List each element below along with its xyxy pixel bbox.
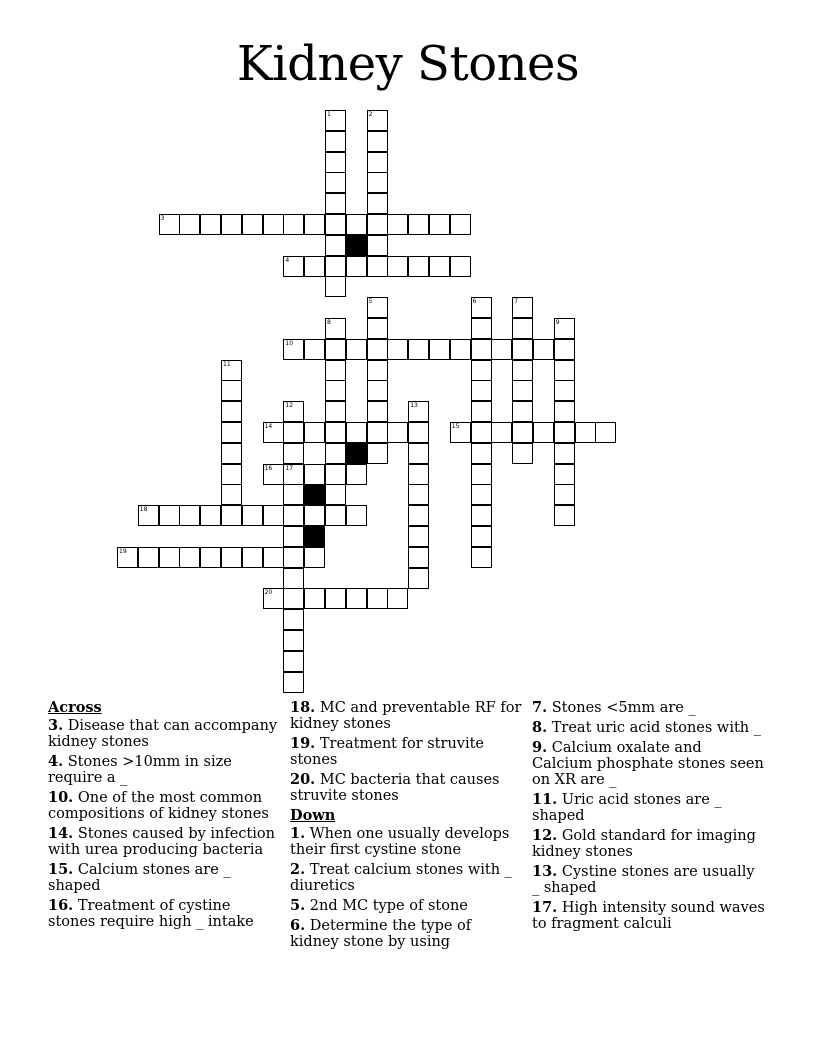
grid-cell[interactable] (242, 505, 263, 526)
clue-number: 11. (532, 791, 558, 808)
grid-cell[interactable] (325, 276, 346, 297)
grid-cell[interactable] (408, 256, 429, 277)
grid-cell[interactable] (408, 526, 429, 547)
clue-number: 8. (532, 719, 548, 736)
clue-number: 14. (48, 825, 74, 842)
grid-cell[interactable] (242, 547, 263, 568)
grid-cell[interactable] (408, 443, 429, 464)
clue-text: Treatment for struvite stones (290, 736, 485, 768)
clue-text: One of the most common compositions of kidney stones (48, 790, 269, 822)
clue-text: High intensity sound waves to fragment calculi (532, 900, 765, 932)
grid-cell[interactable] (367, 172, 388, 193)
clue-number: 9. (532, 739, 548, 756)
grid-cell[interactable] (408, 214, 429, 235)
cell-number: 11 (223, 360, 231, 368)
grid-cell[interactable] (221, 464, 242, 485)
grid-cell[interactable] (325, 172, 346, 193)
cell-number: 4 (285, 256, 290, 264)
grid-cell[interactable] (325, 235, 346, 256)
clue-number: 15. (48, 861, 74, 878)
grid-cell[interactable] (138, 547, 159, 568)
grid-cell[interactable] (263, 588, 284, 609)
grid-cell[interactable] (471, 297, 492, 318)
grid-cell[interactable] (429, 339, 450, 360)
clue-number: 17. (532, 899, 558, 916)
clue-number: 13. (532, 863, 558, 880)
cell-number: 12 (285, 402, 294, 410)
cell-number: 9 (555, 319, 560, 326)
grid-cell[interactable] (200, 214, 221, 235)
clue-number: 2. (290, 861, 306, 878)
clue-number: 18. (290, 699, 316, 716)
grid-cell[interactable] (387, 214, 408, 235)
cell-number: 1 (327, 111, 331, 118)
grid-cell[interactable] (304, 214, 325, 235)
clue-text: Treatment of cystine stones require high _ intake (48, 898, 254, 930)
grid-cell[interactable] (408, 547, 429, 568)
clue-number: 12. (532, 827, 558, 844)
clue-number: 19. (290, 735, 316, 752)
grid-cell[interactable] (325, 422, 346, 443)
grid-cell[interactable] (595, 422, 616, 443)
grid-cell[interactable] (283, 609, 304, 630)
cell-number: 2 (368, 111, 373, 118)
grid-cell[interactable] (408, 568, 429, 589)
grid-cell[interactable] (367, 360, 388, 381)
cell-number: 5 (368, 298, 373, 306)
cell-number: 10 (285, 339, 294, 347)
puzzle-title: Kidney Stones (236, 36, 580, 92)
clue-down-13[interactable] (532, 864, 766, 896)
clue-down-9[interactable] (532, 740, 766, 788)
clue-text: Stones caused by infection with urea producing bacteria (48, 826, 275, 858)
grid-cell[interactable] (200, 505, 221, 526)
grid-cell[interactable] (346, 214, 367, 235)
grid-cell[interactable] (221, 505, 242, 526)
grid-cell[interactable] (367, 318, 388, 339)
clue-down-12[interactable] (532, 828, 766, 860)
grid-cell[interactable] (325, 110, 346, 131)
grid-cell[interactable] (408, 401, 429, 422)
grid-cell[interactable] (471, 547, 492, 568)
grid-cell[interactable] (263, 422, 284, 443)
grid-cell[interactable] (325, 401, 346, 422)
grid-cell[interactable] (554, 380, 575, 401)
grid-cell[interactable] (159, 547, 180, 568)
grid-cell[interactable] (471, 401, 492, 422)
clue-across-10[interactable] (48, 790, 280, 822)
cell-number: 14 (264, 423, 273, 430)
grid-cell[interactable] (367, 380, 388, 401)
grid-cell[interactable] (575, 422, 596, 443)
grid-cell[interactable] (408, 339, 429, 360)
clue-column-3 (532, 700, 766, 936)
grid-cell[interactable] (221, 547, 242, 568)
grid-cell[interactable] (283, 339, 304, 360)
grid-cell[interactable] (346, 464, 367, 485)
cell-number: 6 (472, 298, 477, 306)
clue-column-1 (48, 700, 280, 934)
clue-text: Stones <5mm are _ (551, 700, 696, 716)
grid-cell[interactable] (471, 380, 492, 401)
clue-text: Treat uric acid stones with _ (551, 720, 761, 736)
grid-cell[interactable] (512, 297, 533, 318)
grid-cell[interactable] (325, 318, 346, 339)
grid-cell[interactable] (471, 526, 492, 547)
grid-cell[interactable] (387, 422, 408, 443)
clue-down-5[interactable] (290, 898, 524, 914)
grid-cell[interactable] (325, 588, 346, 609)
grid-cell[interactable] (283, 214, 304, 235)
grid-cell[interactable] (367, 110, 388, 131)
grid-cell[interactable] (283, 505, 304, 526)
grid-cell[interactable] (450, 256, 471, 277)
clue-across-4[interactable] (48, 754, 280, 786)
grid-cell[interactable] (408, 422, 429, 443)
clue-across-15[interactable] (48, 862, 280, 894)
grid-cell[interactable] (471, 484, 492, 505)
grid-cell[interactable] (179, 214, 200, 235)
clue-number: 10. (48, 789, 74, 806)
cell-number: 8 (327, 319, 331, 326)
grid-cell[interactable] (221, 401, 242, 422)
grid-cell[interactable] (429, 256, 450, 277)
cell-number: 15 (451, 423, 460, 430)
grid-cell[interactable] (367, 443, 388, 464)
clue-number: 3. (48, 717, 64, 734)
grid-cell[interactable] (512, 318, 533, 339)
clue-across-18[interactable] (290, 700, 524, 732)
grid-cell[interactable] (325, 505, 346, 526)
grid-cell[interactable] (179, 505, 200, 526)
grid-cell[interactable] (471, 464, 492, 485)
cell-number: 7 (514, 298, 519, 306)
grid-cell[interactable] (283, 526, 304, 547)
down-header: Down (290, 807, 336, 824)
grid-cell[interactable] (367, 339, 388, 360)
grid-cell[interactable] (450, 214, 471, 235)
grid-cell[interactable] (263, 547, 284, 568)
grid-cell[interactable] (471, 505, 492, 526)
grid-cell[interactable] (283, 672, 304, 693)
grid-cell[interactable] (367, 588, 388, 609)
grid-cell[interactable] (221, 443, 242, 464)
grid-cell[interactable] (304, 339, 325, 360)
grid-cell[interactable] (471, 339, 492, 360)
grid-cell[interactable] (471, 318, 492, 339)
grid-cell[interactable] (450, 422, 471, 443)
grid-cell[interactable] (221, 380, 242, 401)
grid-cell[interactable] (283, 568, 304, 589)
cell-number: 18 (139, 506, 148, 514)
grid-cell[interactable] (304, 588, 325, 609)
grid-cell[interactable] (117, 547, 138, 568)
across-header: Across (48, 699, 102, 716)
grid-cell[interactable] (346, 505, 367, 526)
grid-cell[interactable] (221, 484, 242, 505)
grid-cell[interactable] (283, 547, 304, 568)
grid-cell[interactable] (367, 193, 388, 214)
clue-down-2[interactable] (290, 862, 524, 894)
clue-text: Uric acid stones are _ shaped (532, 792, 722, 824)
grid-cell[interactable] (304, 256, 325, 277)
grid-cell[interactable] (221, 360, 242, 381)
grid-cell[interactable] (325, 193, 346, 214)
clue-across-19[interactable] (290, 736, 524, 768)
clue-number: 5. (290, 897, 306, 914)
clue-text: Stones >10mm in size require a _ (48, 754, 232, 786)
black-square (304, 526, 325, 547)
grid-cell[interactable] (367, 297, 388, 318)
grid-cell[interactable] (429, 214, 450, 235)
clue-text: Calcium stones are _ shaped (48, 862, 231, 894)
grid-cell[interactable] (304, 505, 325, 526)
grid-cell[interactable] (512, 339, 533, 360)
grid-cell[interactable] (387, 256, 408, 277)
clue-text: Gold standard for imaging kidney stones (532, 828, 756, 860)
grid-cell[interactable] (554, 360, 575, 381)
grid-cell[interactable] (512, 360, 533, 381)
grid-cell[interactable] (554, 422, 575, 443)
grid-cell[interactable] (325, 131, 346, 152)
grid-cell[interactable] (408, 484, 429, 505)
cell-number: 17 (285, 464, 294, 472)
clue-text: Determine the type of kidney stone by using (290, 918, 472, 950)
grid-cell[interactable] (304, 547, 325, 568)
grid-cell[interactable] (450, 339, 471, 360)
cell-number: 16 (264, 464, 273, 472)
cell-number: 3 (160, 215, 165, 222)
grid-cell[interactable] (283, 443, 304, 464)
grid-cell[interactable] (346, 256, 367, 277)
grid-cell[interactable] (283, 484, 304, 505)
grid-cell[interactable] (491, 422, 512, 443)
grid-cell[interactable] (367, 214, 388, 235)
grid-cell[interactable] (346, 422, 367, 443)
grid-cell[interactable] (304, 464, 325, 485)
grid-cell[interactable] (138, 505, 159, 526)
grid-cell[interactable] (554, 464, 575, 485)
black-square (304, 484, 325, 505)
grid-cell[interactable] (512, 401, 533, 422)
grid-cell[interactable] (471, 360, 492, 381)
grid-cell[interactable] (325, 443, 346, 464)
clue-number: 6. (290, 917, 306, 934)
grid-cell[interactable] (283, 256, 304, 277)
clue-text: MC bacteria that causes struvite stones (290, 772, 500, 804)
cell-number: 19 (119, 547, 127, 555)
clue-across-3[interactable] (48, 718, 280, 750)
grid-cell[interactable] (554, 401, 575, 422)
clue-number: 16. (48, 897, 74, 914)
grid-cell[interactable] (554, 318, 575, 339)
grid-cell[interactable] (367, 422, 388, 443)
grid-cell[interactable] (512, 422, 533, 443)
grid-cell[interactable] (367, 256, 388, 277)
clue-number: 20. (290, 771, 316, 788)
grid-cell[interactable] (283, 401, 304, 422)
clue-across-20[interactable] (290, 772, 524, 804)
clue-text: Treat calcium stones with _ diuretics (290, 862, 512, 894)
clue-text: 2nd MC type of stone (309, 898, 468, 914)
grid-cell[interactable] (263, 464, 284, 485)
clue-down-6[interactable] (290, 918, 524, 950)
clue-down-17[interactable] (532, 900, 766, 932)
grid-cell[interactable] (346, 588, 367, 609)
grid-cell[interactable] (512, 443, 533, 464)
clue-across-16[interactable] (48, 898, 280, 930)
clue-text: Calcium oxalate and Calcium phosphate stones seen on XR are _ (532, 740, 764, 788)
grid-cell[interactable] (304, 422, 325, 443)
cell-number: 13 (410, 402, 418, 410)
grid-cell[interactable] (554, 484, 575, 505)
clue-across-14[interactable] (48, 826, 280, 858)
grid-cell[interactable] (512, 380, 533, 401)
grid-cell[interactable] (263, 214, 284, 235)
grid-cell[interactable] (159, 505, 180, 526)
grid-cell[interactable] (325, 214, 346, 235)
grid-cell[interactable] (408, 505, 429, 526)
grid-cell[interactable] (387, 588, 408, 609)
grid-cell[interactable] (471, 422, 492, 443)
grid-cell[interactable] (367, 131, 388, 152)
grid-cell[interactable] (159, 214, 180, 235)
grid-cell[interactable] (554, 339, 575, 360)
grid-cell[interactable] (367, 235, 388, 256)
clue-number: 7. (532, 699, 548, 716)
grid-cell[interactable] (221, 422, 242, 443)
clue-down-1[interactable] (290, 826, 524, 858)
grid-cell[interactable] (408, 464, 429, 485)
black-square (346, 235, 367, 256)
grid-cell[interactable] (325, 152, 346, 173)
grid-cell[interactable] (325, 380, 346, 401)
clue-column-2 (290, 700, 524, 954)
grid-cell[interactable] (491, 339, 512, 360)
grid-cell[interactable] (325, 256, 346, 277)
grid-cell[interactable] (346, 339, 367, 360)
grid-cell[interactable] (263, 505, 284, 526)
grid-cell[interactable] (554, 505, 575, 526)
grid-cell[interactable] (325, 360, 346, 381)
grid-cell[interactable] (325, 484, 346, 505)
black-square (346, 443, 367, 464)
grid-cell[interactable] (554, 443, 575, 464)
grid-cell[interactable] (221, 214, 242, 235)
grid-cell[interactable] (242, 214, 263, 235)
clue-text: Disease that can accompany kidney stones (48, 718, 278, 750)
cell-number: 20 (264, 589, 273, 597)
grid-cell[interactable] (283, 422, 304, 443)
grid-cell[interactable] (283, 651, 304, 672)
grid-cell[interactable] (325, 464, 346, 485)
grid-cell[interactable] (533, 422, 554, 443)
grid-cell[interactable] (200, 547, 221, 568)
clue-down-7[interactable] (532, 700, 766, 716)
grid-cell[interactable] (283, 630, 304, 651)
clue-text: When one usually develops their first cystine stone (290, 826, 510, 858)
grid-cell[interactable] (179, 547, 200, 568)
clue-down-8[interactable] (532, 720, 766, 736)
grid-cell[interactable] (283, 464, 304, 485)
grid-cell[interactable] (367, 401, 388, 422)
clue-number: 1. (290, 825, 306, 842)
grid-cell[interactable] (283, 588, 304, 609)
grid-cell[interactable] (387, 339, 408, 360)
grid-cell[interactable] (533, 339, 554, 360)
clue-down-11[interactable] (532, 792, 766, 824)
grid-cell[interactable] (325, 339, 346, 360)
clue-number: 4. (48, 753, 64, 770)
clue-text: MC and preventable RF for kidney stones (290, 700, 522, 732)
grid-cell[interactable] (367, 152, 388, 173)
clue-text: Cystine stones are usually _ shaped (532, 864, 755, 896)
grid-cell[interactable] (471, 443, 492, 464)
